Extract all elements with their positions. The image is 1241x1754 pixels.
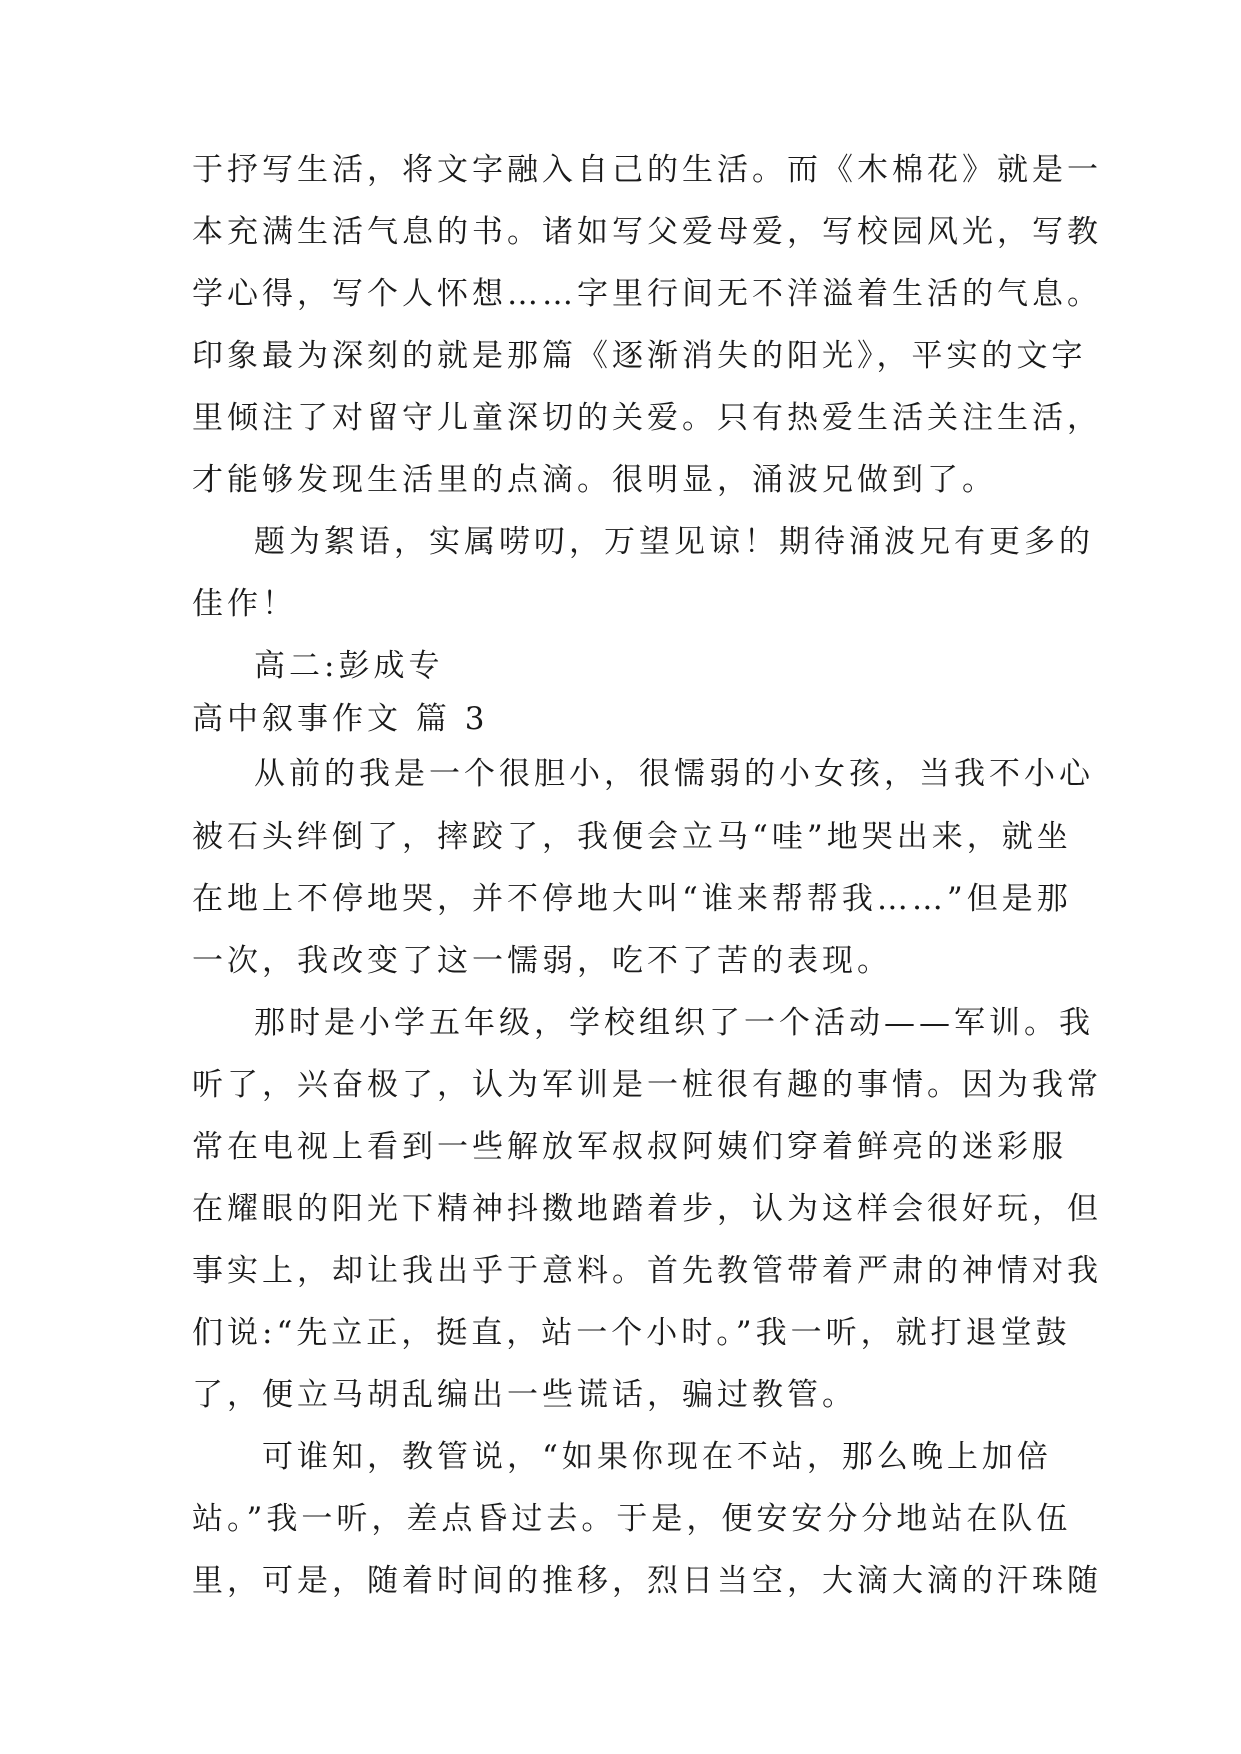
text-line: 事实上，却让我出乎于意料。首先教管带着严肃的神情对我: [192, 1253, 1102, 1289]
text-line: 印象最为深刻的就是那篇《逐渐消失的阳光》，平实的文字: [192, 338, 1087, 374]
text-line: 站。”我一听，差点昏过去。于是，便安安分分地站在队伍: [192, 1501, 1072, 1537]
text-line: 可谁知，教管说，“如果你现在不站，那么晚上加倍: [262, 1439, 1052, 1475]
text-line: 本充满生活气息的书。诸如写父爱母爱，写校园风光，写教: [192, 214, 1102, 250]
text-line: 从前的我是一个很胆小，很懦弱的小女孩，当我不小心: [254, 756, 1094, 792]
text-line: 里，可是，随着时间的推移，烈日当空，大滴大滴的汗珠随: [192, 1563, 1102, 1599]
text-line: 才能够发现生活里的点滴。很明显，涌波兄做到了。: [192, 462, 997, 498]
text-line: 在耀眼的阳光下精神抖擞地踏着步，认为这样会很好玩，但: [192, 1191, 1102, 1227]
text-line: 于抒写生活，将文字融入自己的生活。而《木棉花》就是一: [192, 152, 1102, 188]
text-line: 题为絮语，实属唠叨，万望见谅！期待涌波兄有更多的: [254, 524, 1094, 560]
section-heading: 高中叙事作文 篇 3: [192, 701, 489, 737]
text-line: 里倾注了对留守儿童深切的关爱。只有热爱生活关注生活，: [192, 400, 1102, 436]
signature-line: 高二:彭成专: [254, 648, 444, 684]
text-line: 了，便立马胡乱编出一些谎话，骗过教管。: [192, 1377, 857, 1413]
text-line: 一次，我改变了这一懦弱，吃不了苦的表现。: [192, 943, 892, 979]
text-line: 学心得，写个人怀想……字里行间无不洋溢着生活的气息。: [192, 276, 1102, 312]
text-line: 那时是小学五年级，学校组织了一个活动——军训。我: [254, 1005, 1094, 1041]
text-line: 被石头绊倒了，摔跤了，我便会立马“哇”地哭出来，就坐: [192, 819, 1072, 855]
text-line: 听了，兴奋极了，认为军训是一桩很有趣的事情。因为我常: [192, 1067, 1102, 1103]
text-line: 佳作！: [192, 586, 297, 622]
text-line: 们说:“先立正，挺直，站一个小时。”我一听，就打退堂鼓: [192, 1315, 1071, 1351]
text-line: 在地上不停地哭，并不停地大叫“谁来帮帮我……”但是那: [192, 881, 1072, 917]
text-line: 常在电视上看到一些解放军叔叔阿姨们穿着鲜亮的迷彩服: [192, 1129, 1067, 1165]
